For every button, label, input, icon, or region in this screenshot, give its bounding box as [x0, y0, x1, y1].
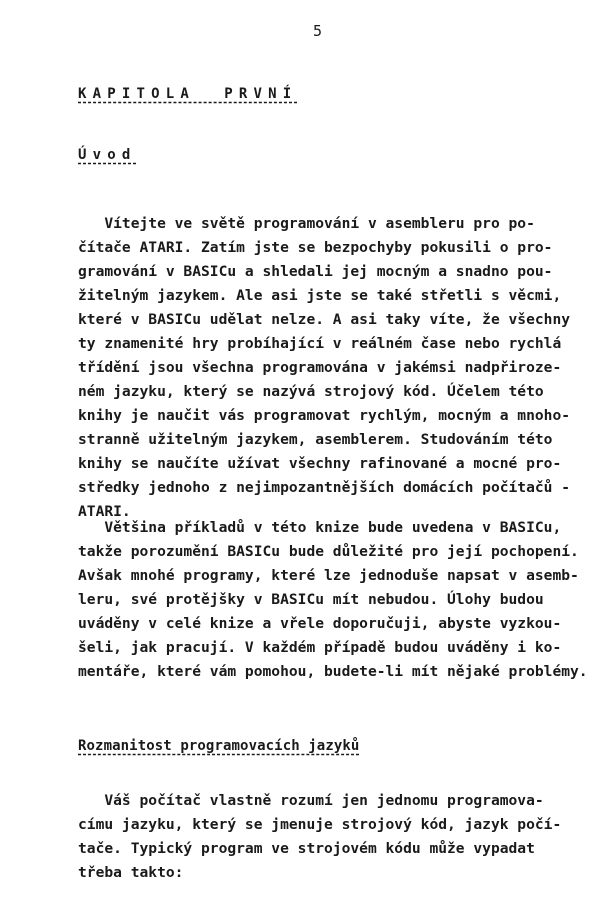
text-line: tače. Typický program ve strojovém kódu může vypadat: [78, 840, 535, 857]
text-line: třídění jsou všechna programována v jakémsi nadpřiroze-: [78, 359, 562, 376]
text-line: ty znamenité hry probíhající v reálném čase nebo rychlá: [78, 335, 562, 352]
text-line: žitelným jazykem. Ale asi jste se také střetli s věcmi,: [78, 287, 562, 304]
text-line: takže porozumění BASICu bude důležité pro její pochopení.: [78, 543, 579, 560]
section-title-uvod: Úvod: [78, 147, 137, 163]
text-line: Avšak mnohé programy, které lze jednoduše napsat v asemb-: [78, 567, 579, 584]
text-line: Vítejte ve světě programování v asembleru pro po-: [78, 215, 535, 232]
text-line: leru, své protějšky v BASICu mít nebudou. Úlohy budou: [78, 591, 544, 608]
text-line: knihy se naučíte užívat všechny rafinované a mocné pro-: [78, 455, 562, 472]
section-title-languages: Rozmanitost programovacích jazyků: [78, 738, 360, 754]
paragraph-examples: [78, 516, 588, 684]
text-line: Váš počítač vlastně rozumí jen jednomu programova-: [78, 792, 544, 809]
text-line: šeli, jak pracují. V každém případě budou uváděny i ko-: [78, 639, 562, 656]
paragraph-intro: [78, 212, 578, 524]
text-line: ném jazyku, který se nazývá strojový kód. Účelem této: [78, 383, 544, 400]
text-line: gramování v BASICu a shledali jej mocným a snadno pou-: [78, 263, 553, 280]
text-line: címu jazyku, který se jmenuje strojový kód, jazyk počí-: [78, 816, 562, 833]
chapter-title: KAPITOLA PRVNÍ: [78, 86, 298, 102]
text-line: Většina příkladů v této knize bude uvedena v BASICu,: [78, 519, 562, 536]
paragraph-machine-code: [78, 789, 578, 885]
text-line: ATARI.: [78, 503, 131, 520]
text-line: středky jednoho z nejimpozantnějších domácích počítačů -: [78, 479, 571, 496]
text-line: stranně užitelným jazykem, asemblerem. Studováním této: [78, 431, 553, 448]
text-line: které v BASICu udělat nelze. A asi taky víte, že všechny: [78, 311, 571, 328]
text-line: třeba takto:: [78, 864, 184, 881]
text-line: čítače ATARI. Zatím jste se bezpochyby pokusili o pro-: [78, 239, 553, 256]
page-number: 5: [313, 22, 323, 40]
text-line: mentáře, které vám pomohou, budete-li mít nějaké problémy.: [78, 663, 588, 680]
text-line: uváděny v celé knize a vřele doporučuji, abyste vyzkou-: [78, 615, 562, 632]
text-line: knihy je naučit vás programovat rychlým, mocným a mnoho-: [78, 407, 571, 424]
